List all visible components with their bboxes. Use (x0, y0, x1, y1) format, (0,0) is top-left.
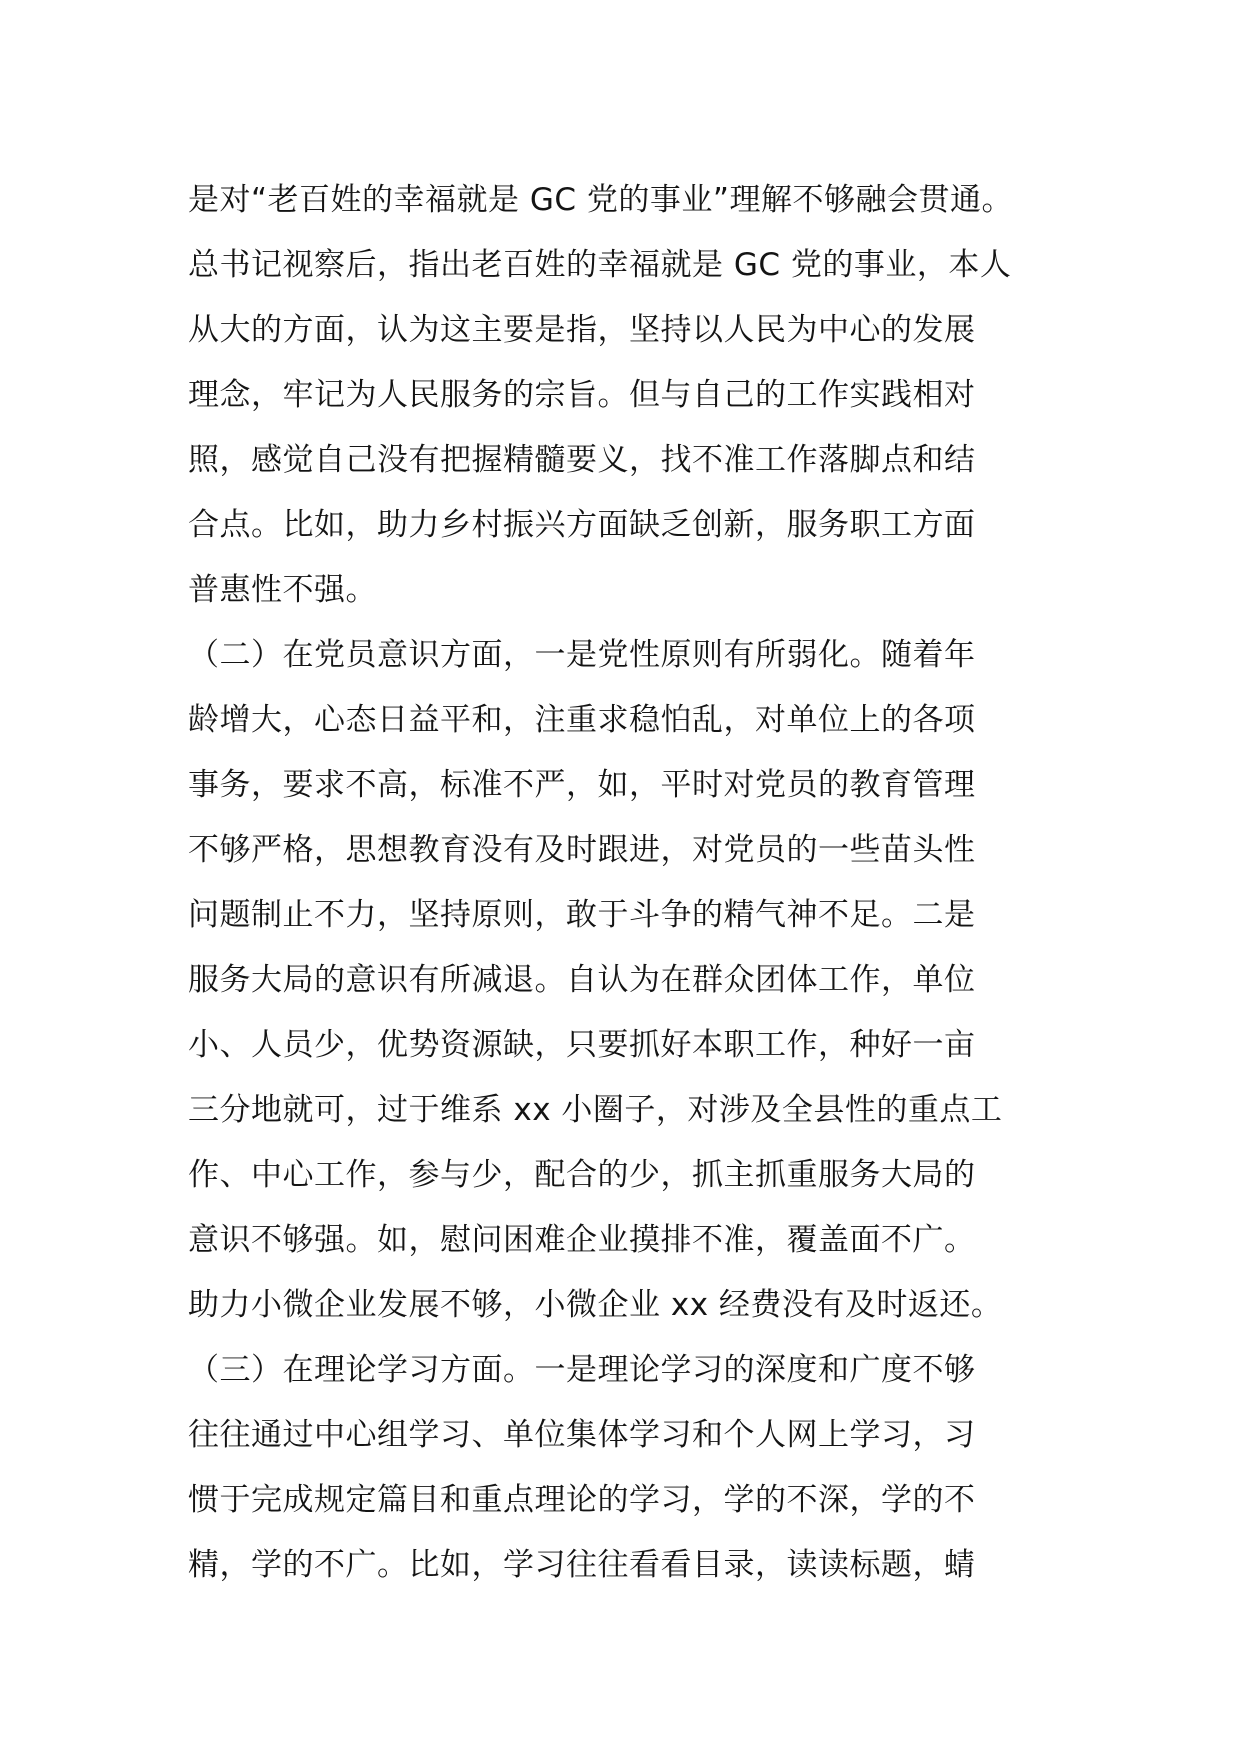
text-line: 普惠性不强。 (188, 572, 377, 608)
text-line: 总书记视察后，指出老百姓的幸福就是 GC 党的事业，本人 (188, 247, 1012, 283)
text-line: 三分地就可，过于维系 xx 小圈子，对涉及全县性的重点工 (188, 1092, 1003, 1128)
text-line: 精，学的不广。比如，学习往往看看目录，读读标题，蜻 (188, 1547, 976, 1583)
text-line: 理念，牢记为人民服务的宗旨。但与自己的工作实践相对 (188, 377, 976, 413)
text-line: 龄增大，心态日益平和，注重求稳怕乱，对单位上的各项 (188, 702, 976, 738)
text-line: 意识不够强。如，慰问困难企业摸排不准，覆盖面不广。 (188, 1222, 976, 1258)
text-line: 照，感觉自己没有把握精髓要义，找不准工作落脚点和结 (188, 442, 976, 478)
section-heading-line: （二）在党员意识方面，一是党性原则有所弱化。随着年 (188, 637, 976, 673)
text-line: 小、人员少，优势资源缺，只要抓好本职工作，种好一亩 (188, 1027, 976, 1063)
body-text (188, 168, 1068, 1598)
text-line: 服务大局的意识有所减退。自认为在群众团体工作，单位 (188, 962, 976, 998)
text-line: 助力小微企业发展不够，小微企业 xx 经费没有及时返还。 (188, 1287, 1003, 1323)
section-heading-line: （三）在理论学习方面。一是理论学习的深度和广度不够 (188, 1352, 976, 1388)
text-line: 问题制止不力，坚持原则，敢于斗争的精气神不足。二是 (188, 897, 976, 933)
text-line: 从大的方面，认为这主要是指，坚持以人民为中心的发展 (188, 312, 976, 348)
text-line: 惯于完成规定篇目和重点理论的学习，学的不深，学的不 (188, 1482, 976, 1518)
text-line: 作、中心工作，参与少，配合的少，抓主抓重服务大局的 (188, 1157, 976, 1193)
text-line: 往往通过中心组学习、单位集体学习和个人网上学习，习 (188, 1417, 976, 1453)
text-line: 事务，要求不高，标准不严，如，平时对党员的教育管理 (188, 767, 976, 803)
text-line: 不够严格，思想教育没有及时跟进，对党员的一些苗头性 (188, 832, 976, 868)
text-line: 是对“老百姓的幸福就是 GC 党的事业”理解不够融会贯通。 (188, 182, 1013, 218)
text-line: 合点。比如，助力乡村振兴方面缺乏创新，服务职工方面 (188, 507, 976, 543)
